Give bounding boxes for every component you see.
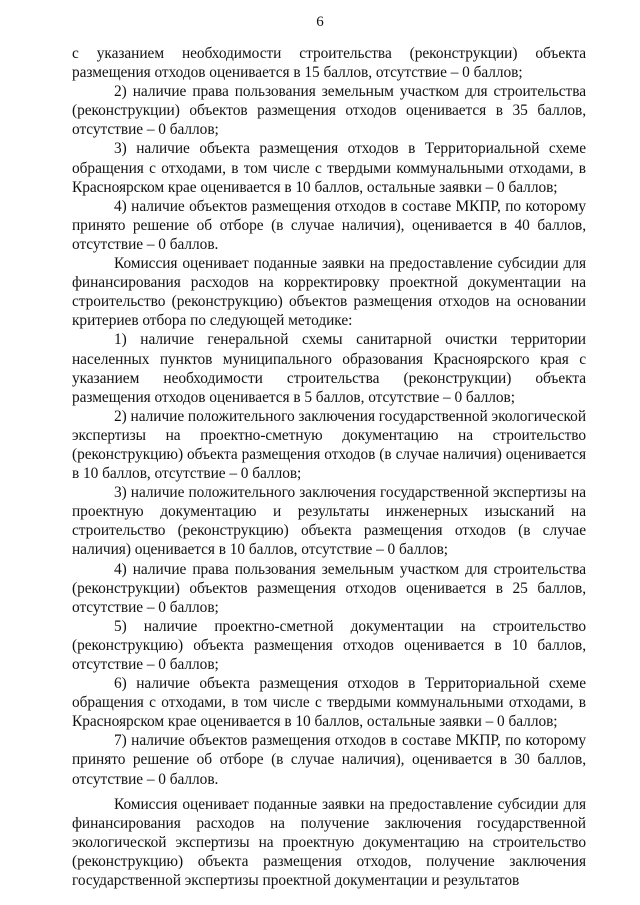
- page-number: 6: [316, 14, 324, 30]
- paragraph-13: Комиссия оценивает поданные заявки на предоставление субсидии для финансирования расходов на получение заключения государственной экологической экспертизы на проектную документацию на строительство (реконструкцию) объекта размещения отходов, получение заключения государственной экспертизы проектной документации и результатов: [72, 795, 586, 890]
- paragraph-1: с указанием необходимости строительства (реконструкции) объекта размещения отходов оценивается в 15 баллов, отсутствие – 0 баллов;: [72, 45, 586, 82]
- paragraph-2: 2) наличие права пользования земельным участком для строительства (реконструкции) объектов размещения отходов оценивается в 35 баллов, отсутствие – 0 баллов;: [72, 83, 586, 139]
- paragraph-6: 1) наличие генеральной схемы санитарной очистки территории населенных пунктов муниципального образования Красноярского края с указанием необходимости строительства (реконструкции) объекта размещения отходов оценивается в 5 баллов, отсутствие – 0 баллов;: [72, 331, 586, 406]
- paragraph-4: 4) наличие объектов размещения отходов в составе МКПР, по которому принято решение об отборе (в случае наличия), оценивается в 40 баллов, отсутствие – 0 баллов.: [72, 197, 586, 253]
- paragraph-7: 2) наличие положительного заключения государственной экологической экспертизы на проектно-сметную документацию на строительство (реконструкцию) объекта размещения отходов (в случае наличия) оценивается в 10 баллов, отсутствие – 0 баллов;: [72, 407, 587, 483]
- paragraph-8: 3) наличие положительного заключения государственной экспертизы на проектную документацию и результаты инженерных изысканий на строительство (реконструкцию) объекта размещения отходов (в случае наличия) оценивается в 10 баллов, отсутствие – 0 баллов;: [72, 484, 586, 559]
- paragraph-11: 6) наличие объекта размещения отходов в Территориальной схеме обращения с отходами, в том числе с твердыми коммунальными отходами, в Красноярском крае оценивается в 10 баллов, остальные заявки – 0 баллов;: [72, 675, 586, 731]
- paragraph-12: 7) наличие объектов размещения отходов в составе МКПР, по которому принято решение об отборе (в случае наличия), оценивается в 30 баллов, отсутствие – 0 баллов.: [72, 732, 586, 788]
- paragraph-3: 3) наличие объекта размещения отходов в Территориальной схеме обращения с отходами, в том числе с твердыми коммунальными отходами, в Красноярском крае оценивается в 10 баллов, остальные заявки – 0 баллов;: [72, 140, 586, 196]
- paragraph-9: 4) наличие права пользования земельным участком для строительства (реконструкции) объектов размещения отходов оценивается в 25 баллов, отсутствие – 0 баллов;: [72, 560, 586, 616]
- paragraph-5: Комиссия оценивает поданные заявки на предоставление субсидии для финансирования расходов на корректировку проектной документации на строительство (реконструкцию) объектов размещения отходов на основании критериев отбора по следующей методике:: [72, 255, 586, 330]
- paragraph-10: 5) наличие проектно-сметной документации на строительство (реконструкцию) объекта размещения отходов оценивается в 10 баллов, отсутствие – 0 баллов;: [72, 617, 586, 673]
- document-body: [72, 44, 586, 890]
